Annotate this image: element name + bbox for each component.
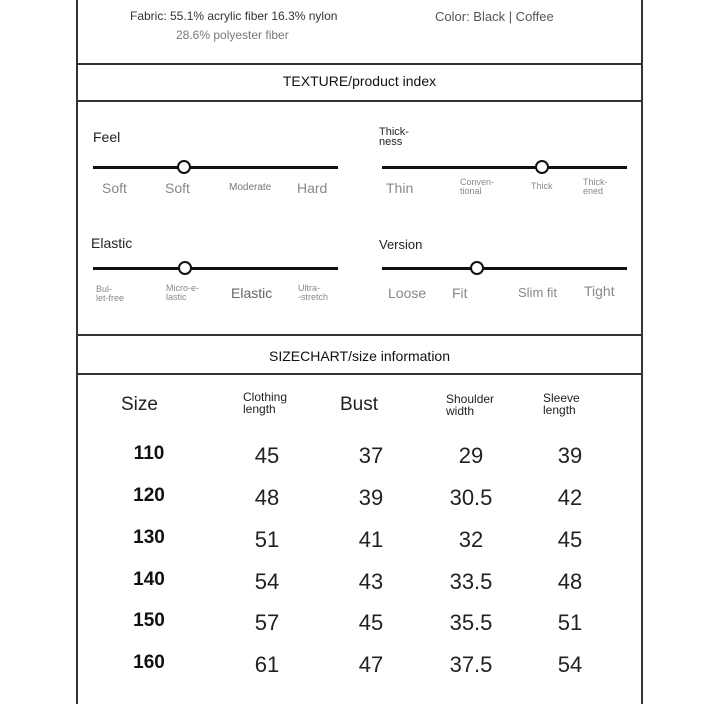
- slider-thickness-option: Thick: [531, 181, 553, 191]
- table-cell: 41: [358, 527, 384, 552]
- table-cell: 48: [557, 569, 583, 594]
- slider-version-option: Slim fit: [518, 285, 557, 300]
- slider-thickness-option: Conven- tional: [460, 177, 495, 196]
- divider-sizechart-title: [76, 373, 643, 375]
- fabric-line-1: Fabric: 55.1% acrylic fiber 16.3% nylon: [130, 9, 338, 23]
- table-cell: 45: [358, 610, 384, 635]
- header-shoulder-width: Shoulder width: [446, 392, 495, 418]
- table-cell: 51: [557, 610, 583, 635]
- slider-version-knob: [470, 261, 484, 275]
- slider-elastic-option: Elastic: [231, 285, 273, 301]
- slider-elastic-knob: [178, 261, 192, 275]
- table-cell: 45: [557, 527, 583, 552]
- table-cell: 47: [358, 652, 384, 677]
- slider-version-label: Version: [379, 237, 423, 252]
- slider-elastic-option: Ultra- -stretch: [298, 283, 329, 302]
- slider-version-option: Fit: [452, 285, 468, 301]
- slider-thickness-option: Thin: [386, 180, 414, 196]
- slider-feel-option: Hard: [297, 180, 328, 196]
- header-bust: Bust: [340, 394, 379, 415]
- slider-elastic-label: Elastic: [91, 235, 133, 251]
- slider-feel-option: Soft: [102, 180, 127, 196]
- slider-elastic-track: [93, 267, 338, 270]
- slider-thickness-track: [382, 166, 627, 169]
- table-cell: 42: [557, 485, 583, 510]
- slider-feel-track: [93, 166, 338, 169]
- table-cell: 48: [254, 485, 280, 510]
- table-cell: 54: [557, 652, 583, 677]
- table-cell: 61: [254, 652, 280, 677]
- slider-version-track: [382, 267, 627, 270]
- slider-feel-knob: [177, 160, 191, 174]
- slider-thickness-label: Thick- ness: [379, 126, 409, 148]
- table-cell: 51: [254, 527, 280, 552]
- slider-version-option: Tight: [584, 283, 615, 299]
- sizechart-section-title: SIZECHART/size information: [268, 348, 450, 364]
- table-cell: 30.5: [449, 485, 493, 510]
- fabric-line-2: 28.6% polyester fiber: [176, 28, 289, 42]
- slider-elastic-option: Micro-e- lastic: [166, 283, 199, 302]
- table-cell: 57: [254, 610, 280, 635]
- header-sleeve-length: Sleeve length: [543, 391, 580, 417]
- table-cell-size: 110: [133, 443, 165, 464]
- table-cell: 35.5: [449, 610, 493, 635]
- slider-thickness-knob: [535, 160, 549, 174]
- divider-top: [76, 63, 643, 65]
- table-cell: 45: [254, 443, 280, 468]
- slider-feel-label: Feel: [93, 129, 121, 145]
- table-cell: 43: [358, 569, 384, 594]
- table-cell-size: 160: [133, 652, 165, 673]
- table-cell: 39: [358, 485, 384, 510]
- table-cell: 37.5: [449, 652, 493, 677]
- table-cell: 32: [458, 527, 484, 552]
- table-cell: 29: [458, 443, 484, 468]
- table-cell: 39: [557, 443, 583, 468]
- table-cell: 54: [254, 569, 280, 594]
- table-cell-size: 120: [133, 485, 165, 506]
- divider-texture-title: [76, 100, 643, 102]
- slider-feel-option: Soft: [165, 180, 190, 196]
- slider-elastic-option: Bul- let-free: [96, 284, 125, 303]
- slider-feel-option: Moderate: [229, 182, 272, 193]
- table-cell: 37: [358, 443, 384, 468]
- table-cell-size: 150: [133, 610, 165, 631]
- slider-version-option: Loose: [388, 285, 427, 301]
- table-cell: 33.5: [449, 569, 493, 594]
- header-clothing-length: Clothing length: [243, 390, 288, 416]
- divider-texture-bottom: [76, 334, 643, 336]
- texture-section-title: TEXTURE/product index: [282, 73, 437, 89]
- header-size: Size: [121, 394, 158, 415]
- table-cell-size: 130: [133, 527, 165, 548]
- color-info: Color: Black | Coffee: [435, 9, 554, 24]
- slider-thickness-option: Thick- ened: [583, 177, 608, 196]
- table-cell-size: 140: [133, 569, 165, 590]
